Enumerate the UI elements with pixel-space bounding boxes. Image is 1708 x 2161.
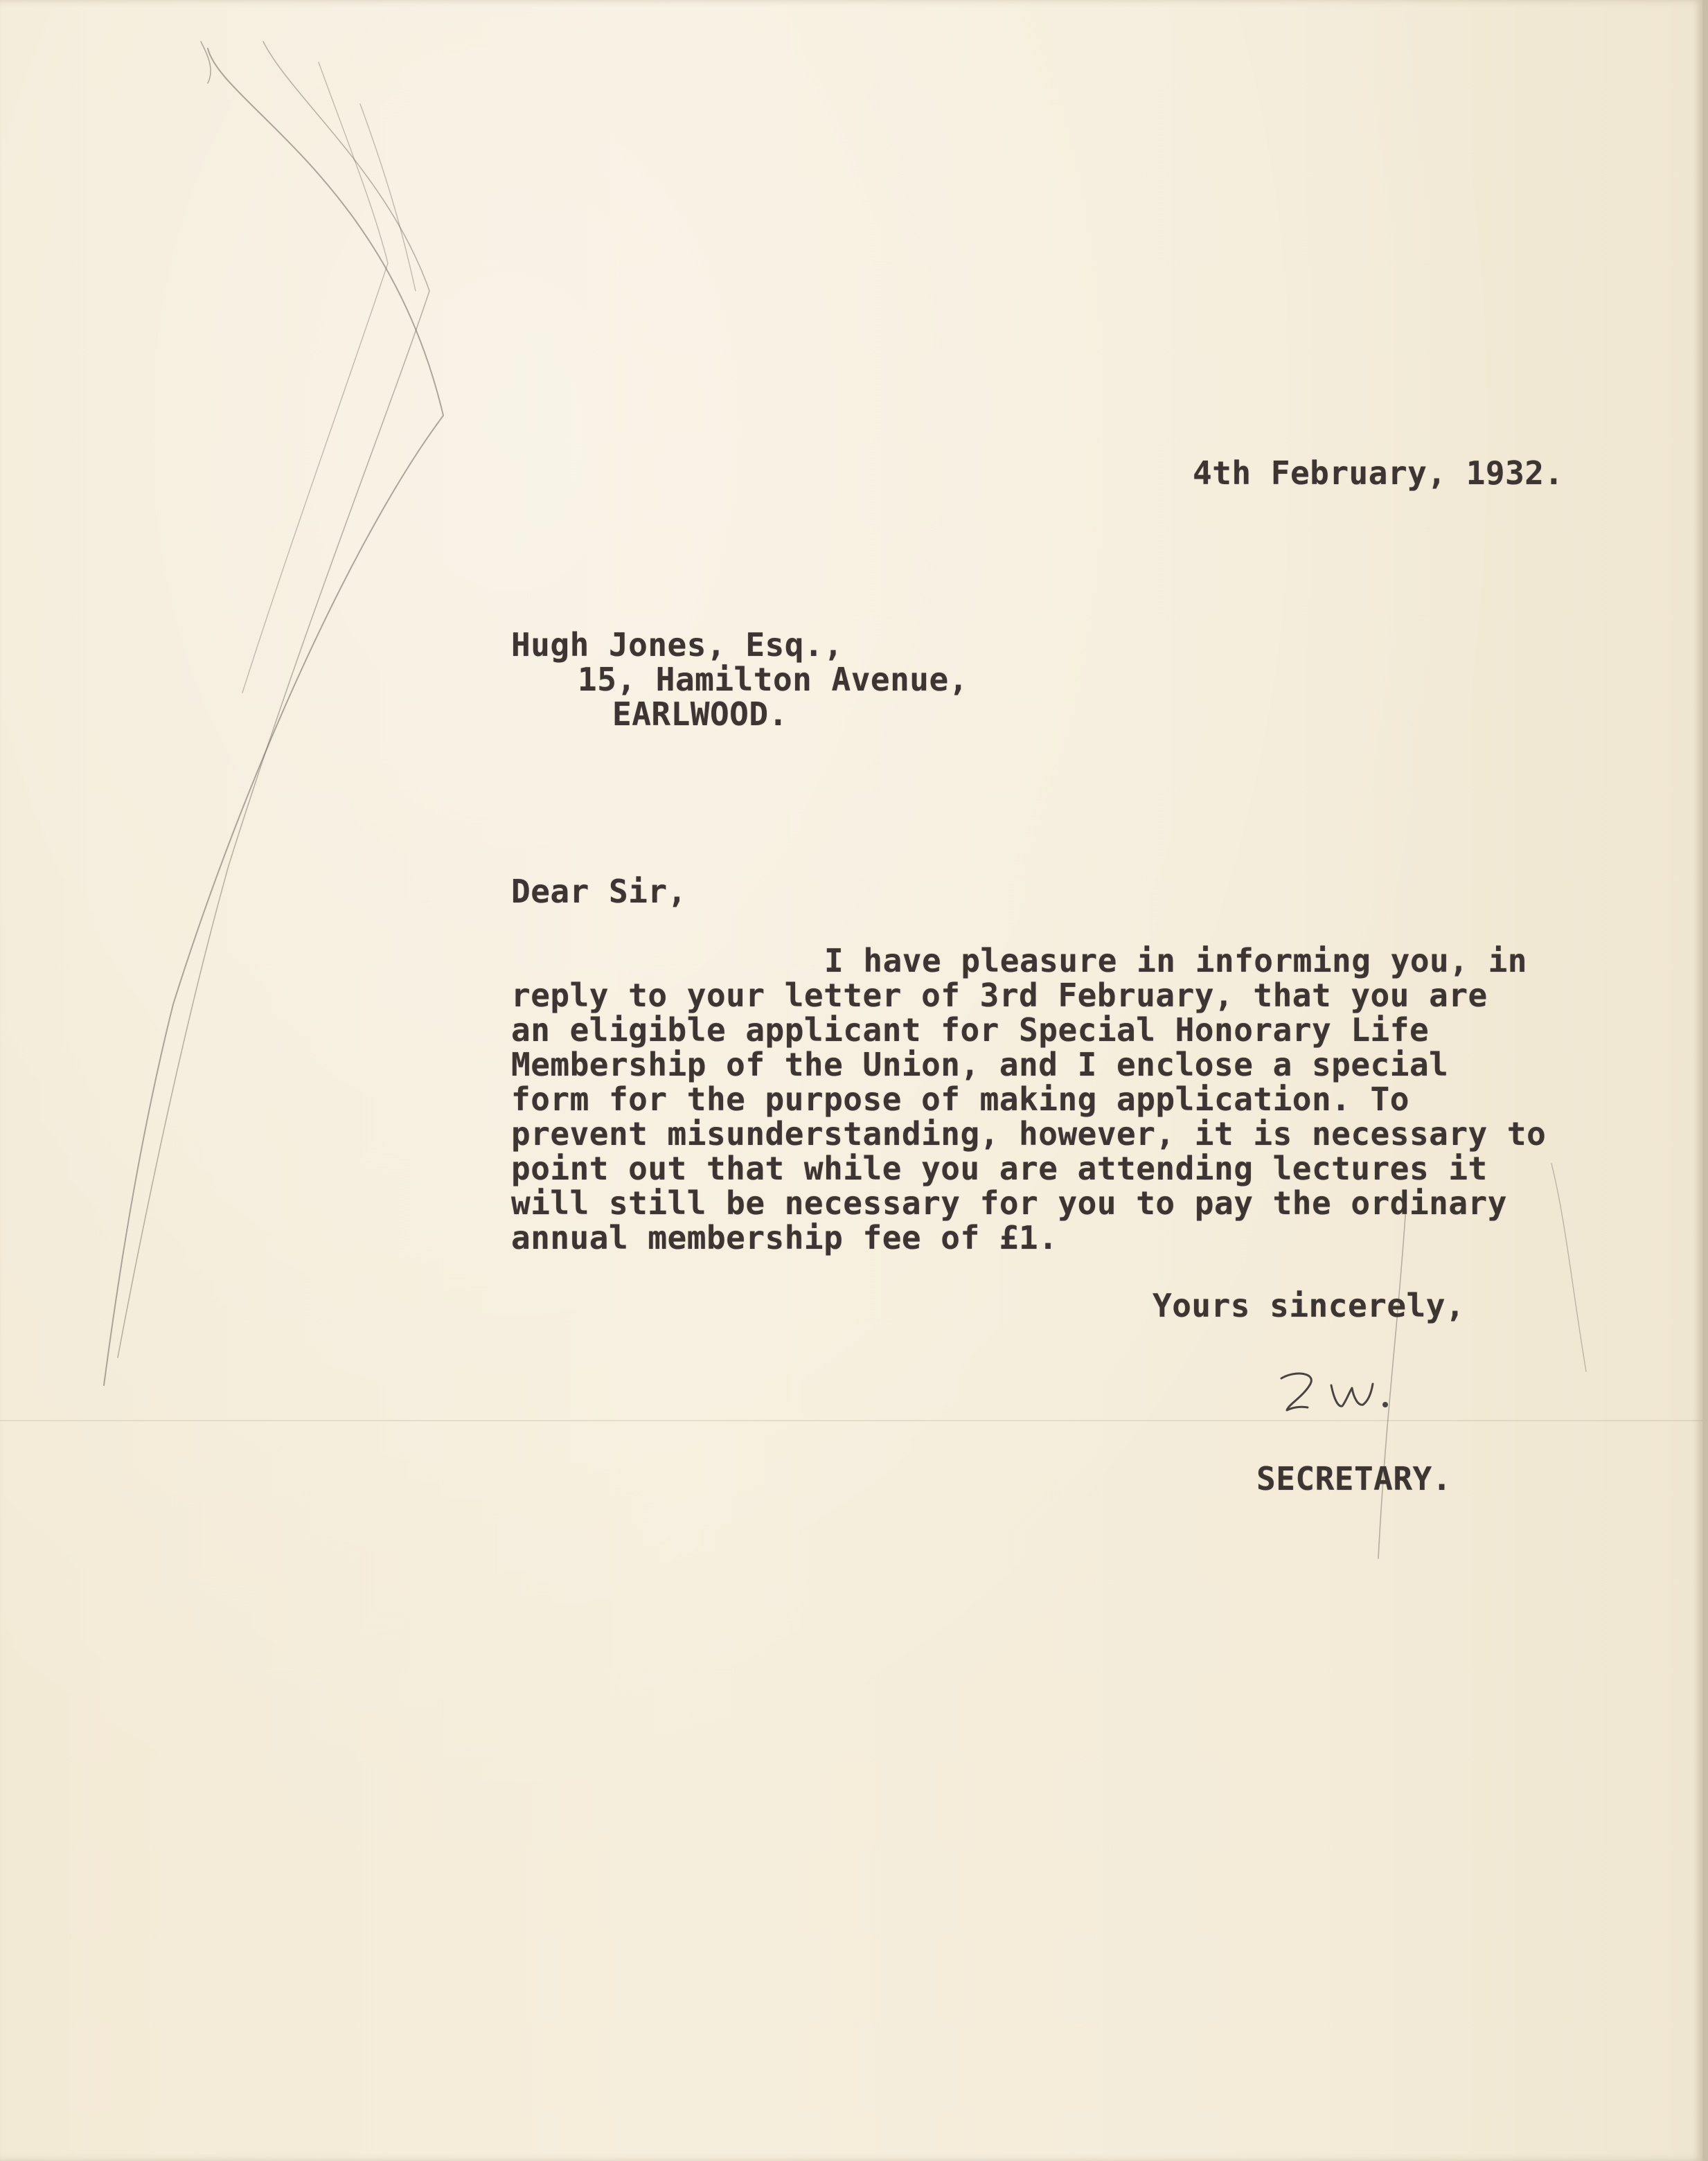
- closing: Yours sincerely,: [1153, 1287, 1466, 1324]
- body-line: form for the purpose of making application. To: [511, 1080, 1409, 1118]
- letter-date: 4th February, 1932.: [1193, 454, 1564, 492]
- salutation: Dear Sir,: [511, 873, 687, 910]
- handwritten-initials-signature: [1267, 1364, 1406, 1420]
- body-line: will still be necessary for you to pay the ordinary: [511, 1184, 1507, 1222]
- body-line: Membership of the Union, and I enclose a special: [511, 1046, 1449, 1083]
- body-line: an eligible applicant for Special Honorary Life: [511, 1011, 1430, 1049]
- signatory-title: SECRETARY.: [1256, 1460, 1452, 1497]
- recipient-suburb: EARLWOOD.: [612, 695, 788, 733]
- body-line: point out that while you are attending lectures it: [511, 1150, 1488, 1187]
- recipient-street: 15, Hamilton Avenue,: [578, 661, 968, 698]
- body-line: prevent misunderstanding, however, it is necessary to: [511, 1115, 1547, 1153]
- recipient-name: Hugh Jones, Esq.,: [511, 626, 844, 664]
- body-line: I have pleasure in informing you, in: [824, 942, 1527, 979]
- body-line: reply to your letter of 3rd February, that you are: [511, 977, 1488, 1014]
- body-line: annual membership fee of £1.: [511, 1219, 1058, 1256]
